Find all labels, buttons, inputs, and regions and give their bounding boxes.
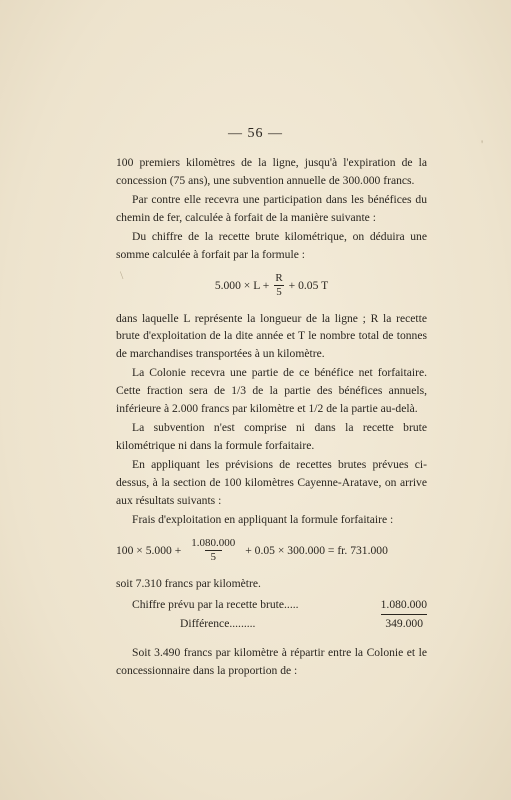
fraction-denominator: 5	[276, 286, 282, 299]
figure-row	[116, 615, 427, 633]
fraction-numerator: 1.080.000	[191, 537, 236, 550]
formula-left: 100 × 5.000 +	[116, 543, 182, 557]
fraction-denominator: 5	[205, 550, 223, 564]
fraction-numerator: R	[275, 272, 283, 285]
paragraph: dans laquelle L représente la longueur de la ligne ; R la recette brute d'exploitation de la dite année et T le nombre total de tonnes de marchandises transportées à un kilomètre.	[116, 311, 427, 360]
scan-mark: \	[120, 268, 124, 282]
paragraph: Frais d'exploitation en appliquant la formule forfaitaire :	[132, 513, 394, 527]
formula-left: 5.000 × L +	[214, 278, 270, 292]
paragraph: Soit 3.490 francs par kilomètre à répartir entre la Colonie et le concessionnaire dans la proportion de :	[116, 646, 427, 678]
scan-mark: '	[481, 137, 484, 151]
page-number: — 56 —	[228, 126, 283, 141]
paragraph: La Colonie recevra une partie de ce bénéfice net forfaitaire. Cette fraction sera de 1/3 de la partie des bénéfices annuels, inférieure à 2.000 francs par kilomètre et 1/2 de la partie au-delà.	[116, 366, 427, 415]
paragraph: En appliquant les prévisions de recettes brutes prévues ci-dessus, à la section de 100 kilomètres Cayenne-Aratave, on arrive aux résultats suivants :	[116, 458, 427, 507]
paragraph: La subvention n'est comprise ni dans la recette brute kilométrique ni dans la formule forfaitaire.	[116, 421, 427, 452]
formula-fraction	[185, 537, 241, 564]
paragraph: Du chiffre de la recette brute kilométrique, on déduira une somme calculée à forfait par la formule :	[116, 230, 427, 261]
formula-application	[116, 531, 427, 571]
figure-label: Chiffre prévu par la recette brute.....	[132, 598, 299, 612]
formula-main	[116, 266, 427, 306]
paragraph: soit 7.310 francs par kilomètre.	[116, 576, 261, 590]
figure-row	[116, 596, 427, 615]
formula-right: + 0.05 T	[288, 278, 329, 292]
paragraph: Par contre elle recevra une participation dans les bénéfices du chemin de fer, calculée à forfait de la manière suivante :	[116, 193, 427, 224]
page-body	[116, 154, 427, 682]
figure-label: Différence.........	[180, 616, 256, 630]
paragraph: 100 premiers kilomètres de la ligne, jusqu'à l'expiration de la concession (75 ans), une subvention annuelle de 300.000 francs.	[116, 156, 427, 187]
formula-right: + 0.05 × 300.000 = fr. 731.000	[245, 543, 388, 557]
figure-value: 349.000	[385, 616, 423, 630]
formula-fraction	[273, 272, 284, 299]
figure-value: 1.080.000	[381, 596, 427, 615]
